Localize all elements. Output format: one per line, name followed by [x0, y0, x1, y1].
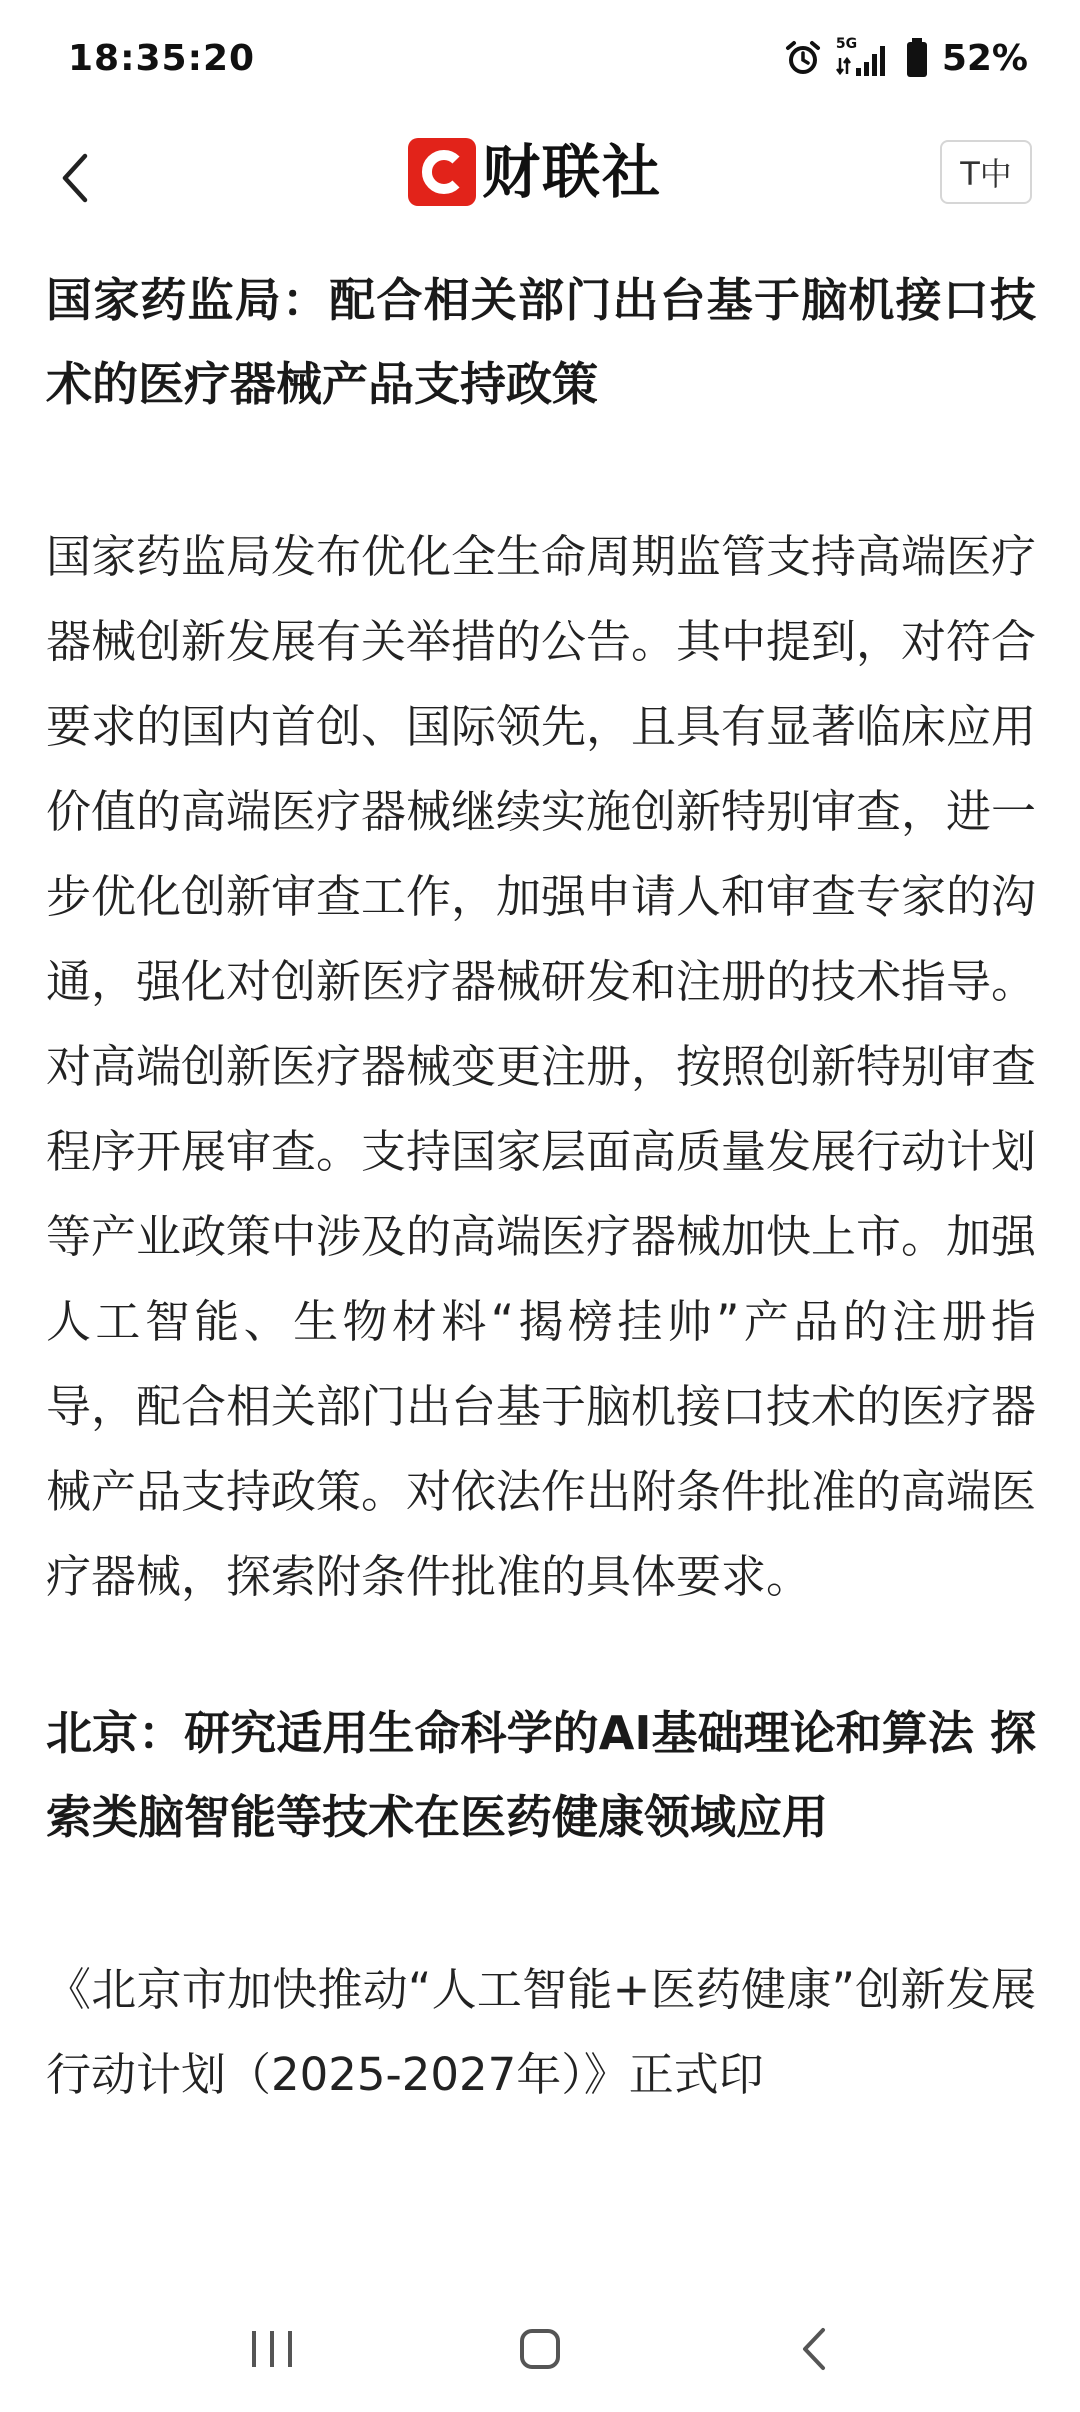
article-content — [46, 258, 1036, 2117]
system-nav-bar — [0, 2290, 1080, 2412]
font-size-button[interactable]: T中 — [940, 140, 1032, 204]
section-body: 国家药监局发布优化全生命周期监管支持高端医疗器械创新发展有关举措的公告。其中提到，对符合要求的国内首创、国际领先，且具有显著临床应用价值的高端医疗器械继续实施创新特别审查，进一步优化创新审查工作，加强申请人和审查专家的沟通，强化对创新医疗器械研发和注册的技术指导。对高端创新医疗器械变更注册，按照创新特别审查程序开展审查。支持国家层面高质量发展行动计划等产业政策中涉及的高端医疗器械加快上市。加强人工智能、生物材料“揭榜挂帅”产品的注册指导，配合相关部门出台基于脑机接口技术的医疗器械产品支持政策。对依法作出附条件批准的高端医疗器械，探索附条件批准的具体要求。 — [46, 530, 1037, 1603]
signal-icon — [836, 36, 892, 80]
recent-apps-icon — [248, 2329, 296, 2369]
section-headline: 国家药监局：配合相关部门出台基于脑机接口技术的医疗器械产品支持政策 — [46, 273, 1036, 411]
logo-mark — [408, 138, 476, 206]
back-button[interactable] — [44, 142, 104, 214]
network-label: 5G — [835, 36, 858, 52]
logo-text: 财联社 — [482, 138, 663, 206]
back-arrow-icon — [799, 2326, 829, 2372]
battery-icon — [906, 38, 928, 78]
app-logo — [408, 136, 662, 208]
recent-apps-button[interactable] — [232, 2314, 312, 2384]
section-body: 《北京市加快推动“人工智能+医药健康”创新发展行动计划（2025-2027年）》正式印 — [46, 1963, 1036, 2101]
status-time: 18:35:20 — [68, 38, 256, 79]
section-headline: 北京：研究适用生命科学的AI基础理论和算法 探索类脑智能等技术在医药健康领域应用 — [46, 1706, 1036, 1844]
app-header — [0, 124, 1080, 242]
status-bar — [0, 0, 1080, 124]
battery-percent: 52% — [941, 37, 1028, 79]
nav-back-button[interactable] — [774, 2314, 854, 2384]
chevron-left-icon — [57, 150, 91, 206]
status-icons — [784, 34, 1028, 82]
alarm-icon — [784, 39, 822, 77]
home-button[interactable] — [500, 2314, 580, 2384]
home-icon — [518, 2327, 562, 2371]
